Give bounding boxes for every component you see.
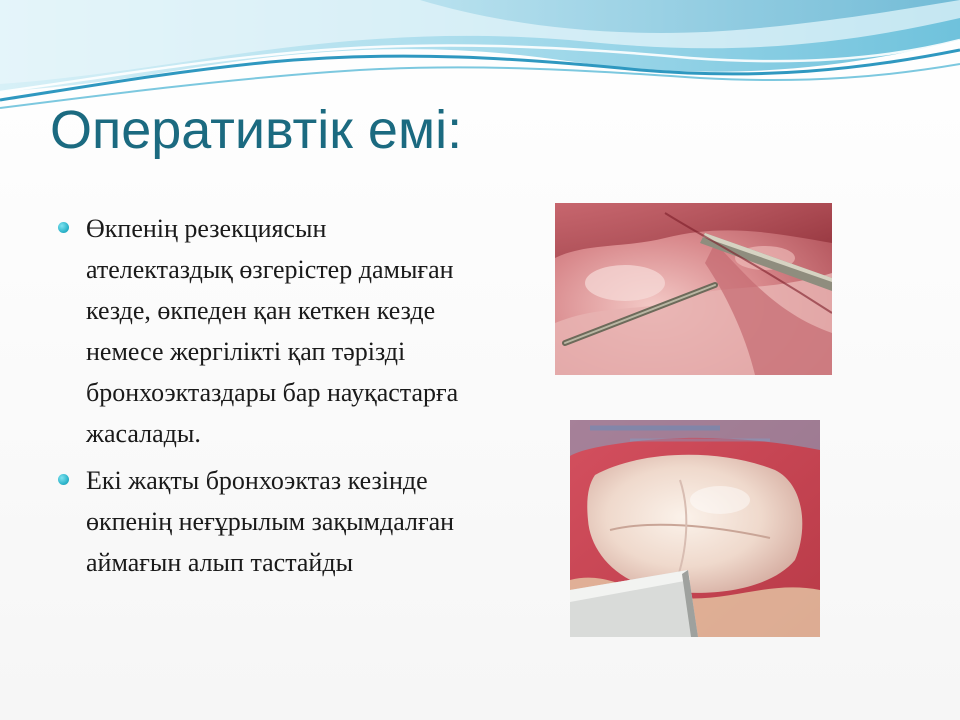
surgery-photo-bottom <box>570 420 820 637</box>
bullet-icon <box>58 222 69 233</box>
bullet-icon <box>58 474 69 485</box>
bullet-list <box>58 208 478 583</box>
bullet-text: Екі жақты бронхоэктаз кезінде өкпенің неғұрылым зақымдалған аймағын алып тастайды <box>86 466 455 577</box>
bullet-item <box>58 460 478 583</box>
bullet-item <box>58 208 478 454</box>
bullet-text: Өкпенің резекциясын ателектаздық өзгерістер дамыған кезде, өкпеден қан кеткен кезде немесе жергілікті қап тәрізді бронхоэктаздары бар науқастарға жасалады. <box>86 214 459 448</box>
surgery-photo-top <box>555 203 832 375</box>
surgical-photo-illustration <box>570 420 820 637</box>
surgical-photo-illustration <box>555 203 832 375</box>
slide-title: Оперативтік емі: <box>50 100 463 160</box>
